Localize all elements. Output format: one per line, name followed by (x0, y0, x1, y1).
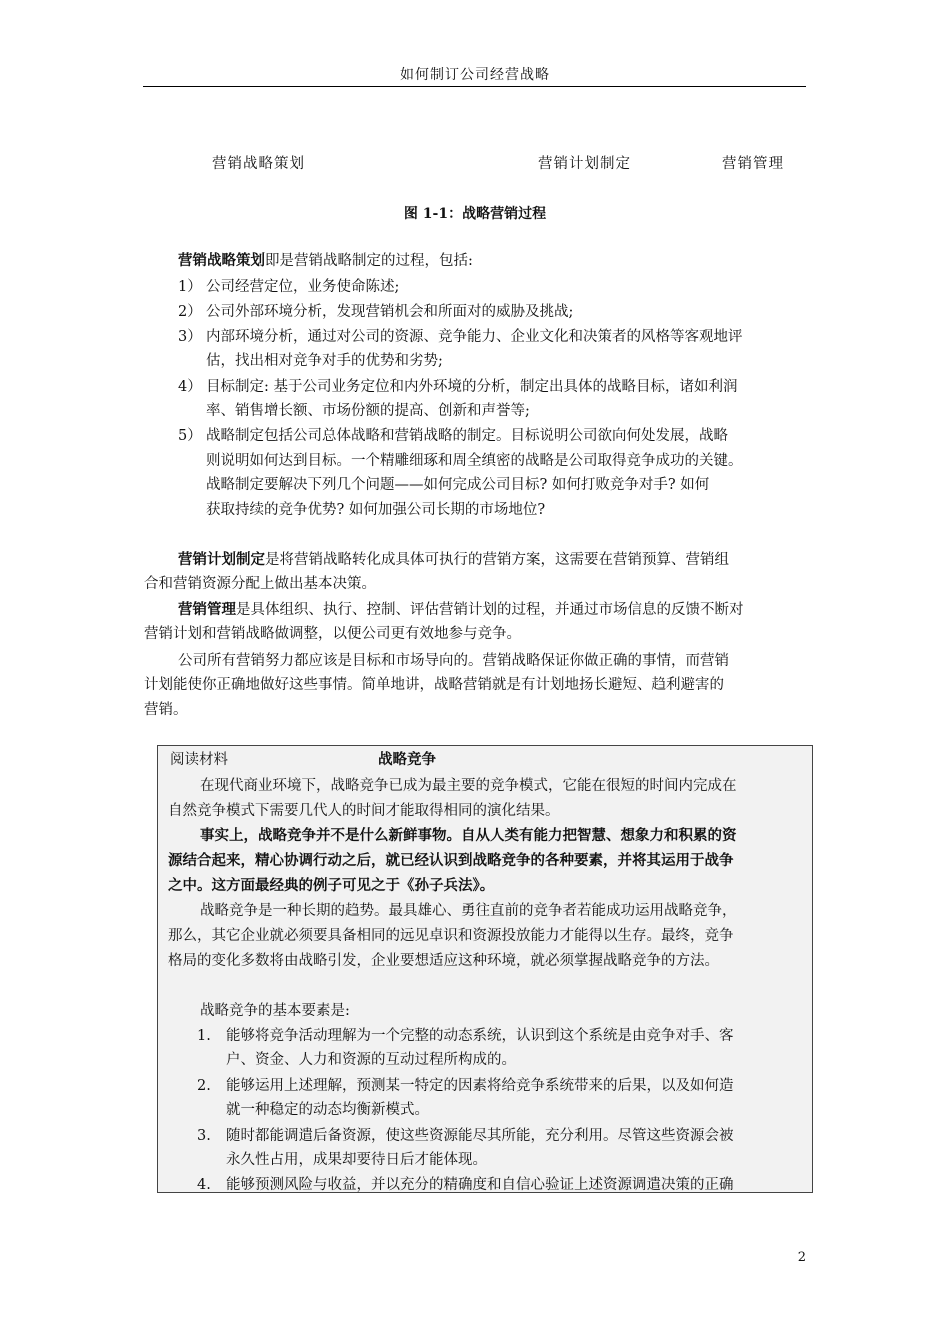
reading-paragraph-line: 自然竞争模式下需要几代人的时间才能取得相同的演化结果。 (168, 803, 560, 819)
header-divider (143, 86, 806, 87)
reading-bold-line: 源结合起来，精心协调行动之后，就已经认识到战略竞争的各种要素，并将其运用于战争 (168, 852, 734, 869)
figure-caption: 图 1-1：战略营销过程 (403, 206, 547, 222)
element-line: 户、资金、人力和资源的互动过程所构成的。 (226, 1052, 516, 1068)
strategy-planning-intro-text: 即是营销战略制定的过程，包括: (265, 253, 473, 269)
element-num: 2. (197, 1078, 211, 1094)
management-term: 营销管理 (178, 601, 236, 618)
list-item-line: 公司经营定位，业务使命陈述; (206, 279, 400, 295)
reading-box-label: 阅读材料 (170, 752, 228, 768)
element-line: 随时都能调遣后备资源，使这些资源能尽其所能，充分利用。尽管这些资源会被 (226, 1128, 734, 1144)
list-item-line: 公司外部环境分析，发现营销机会和所面对的威胁及挑战; (206, 304, 574, 320)
reading-paragraph-line: 战略竞争是一种长期的趋势。最具雄心、勇往直前的竞争者若能成功运用战略竞争， (200, 903, 737, 919)
list-item-num: 5） (178, 428, 202, 444)
list-item-line: 战略制定包括公司总体战略和营销战略的制定。目标说明公司欲向何处发展，战略 (206, 428, 728, 444)
element-num: 4. (197, 1177, 211, 1193)
list-item-num: 4） (178, 379, 202, 395)
reading-bold-line: 事实上，战略竞争并不是什么新鲜事物。自从人类有能力把智慧、想象力和积累的资 (200, 827, 737, 844)
flow-step-plan-making: 营销计划制定 (538, 156, 631, 172)
element-line: 能够预测风险与收益，并以充分的精确度和自信心验证上述资源调遣决策的正确 (226, 1177, 734, 1193)
list-item-line: 则说明如何达到目标。一个精雕细琢和周全缜密的战略是公司取得竞争成功的关键。 (206, 453, 743, 469)
management-text: 是具体组织、执行、控制、评估营销计划的过程，并通过市场信息的反馈不断对 (236, 602, 744, 618)
reading-paragraph-line: 在现代商业环境下，战略竞争已成为最主要的竞争模式，它能在很短的时间内完成在 (200, 778, 737, 794)
reading-box-title: 战略竞争 (378, 751, 436, 768)
element-line: 永久性占用，成果却要待日后才能体现。 (226, 1152, 487, 1168)
element-num: 1. (197, 1028, 211, 1044)
plan-text: 是将营销战略转化成具体可执行的营销方案，这需要在营销预算、营销组 (265, 552, 729, 568)
summary-paragraph-line: 计划能使你正确地做好这些事情。简单地讲，战略营销就是有计划地扬长避短、趋利避害的 (144, 677, 724, 693)
plan-paragraph-line (178, 550, 729, 570)
list-item-num: 2） (178, 304, 202, 320)
list-item-num: 3） (178, 329, 202, 345)
strategy-planning-term: 营销战略策划 (178, 252, 265, 269)
list-item-line: 估，找出相对竞争对手的优势和劣势; (206, 353, 443, 369)
plan-paragraph-line: 合和营销资源分配上做出基本决策。 (144, 576, 376, 592)
element-num: 3. (197, 1128, 211, 1144)
reading-paragraph-line: 格局的变化多数将由战略引发，企业要想适应这种环境，就必须掌握战略竞争的方法。 (168, 953, 719, 969)
list-item-line: 目标制定: 基于公司业务定位和内外环境的分析，制定出具体的战略目标，诸如利润 (206, 379, 738, 395)
list-item-num: 1） (178, 279, 202, 295)
list-item-line: 战略制定要解决下列几个问题——如何完成公司目标? 如何打败竞争对手? 如何 (206, 477, 710, 493)
flow-step-management: 营销管理 (722, 156, 784, 172)
management-paragraph-line: 营销计划和营销战略做调整，以便公司更有效地参与竞争。 (144, 626, 521, 642)
flow-step-strategy-planning: 营销战略策划 (212, 156, 305, 172)
summary-paragraph-line: 公司所有营销努力都应该是目标和市场导向的。营销战略保证你做正确的事情，而营销 (178, 653, 729, 669)
element-line: 就一种稳定的动态均衡新模式。 (226, 1102, 429, 1118)
element-line: 能够将竞争活动理解为一个完整的动态系统，认识到这个系统是由竞争对手、客 (226, 1028, 734, 1044)
element-line: 能够运用上述理解，预测某一特定的因素将给竞争系统带来的后果，以及如何造 (226, 1078, 734, 1094)
list-item-line: 获取持续的竞争优势? 如何加强公司长期的市场地位? (206, 502, 546, 518)
list-item-line: 率、销售增长额、市场份额的提高、创新和声誉等; (206, 403, 530, 419)
strategy-planning-intro (178, 251, 473, 271)
reading-bold-line: 之中。这方面最经典的例子可见之于《孙子兵法》。 (168, 877, 495, 894)
management-paragraph-line (178, 600, 744, 620)
summary-paragraph-line: 营销。 (144, 702, 188, 718)
elements-intro: 战略竞争的基本要素是: (200, 1003, 350, 1019)
reading-paragraph-line: 那么，其它企业就必须要具备相同的远见卓识和资源投放能力才能得以生存。最终，竞争 (168, 928, 734, 944)
plan-term: 营销计划制定 (178, 551, 265, 568)
page-number: 2 (797, 1250, 806, 1265)
page-header-title: 如何制订公司经营战略 (400, 67, 550, 83)
list-item-line: 内部环境分析，通过对公司的资源、竞争能力、企业文化和决策者的风格等客观地评 (206, 329, 743, 345)
